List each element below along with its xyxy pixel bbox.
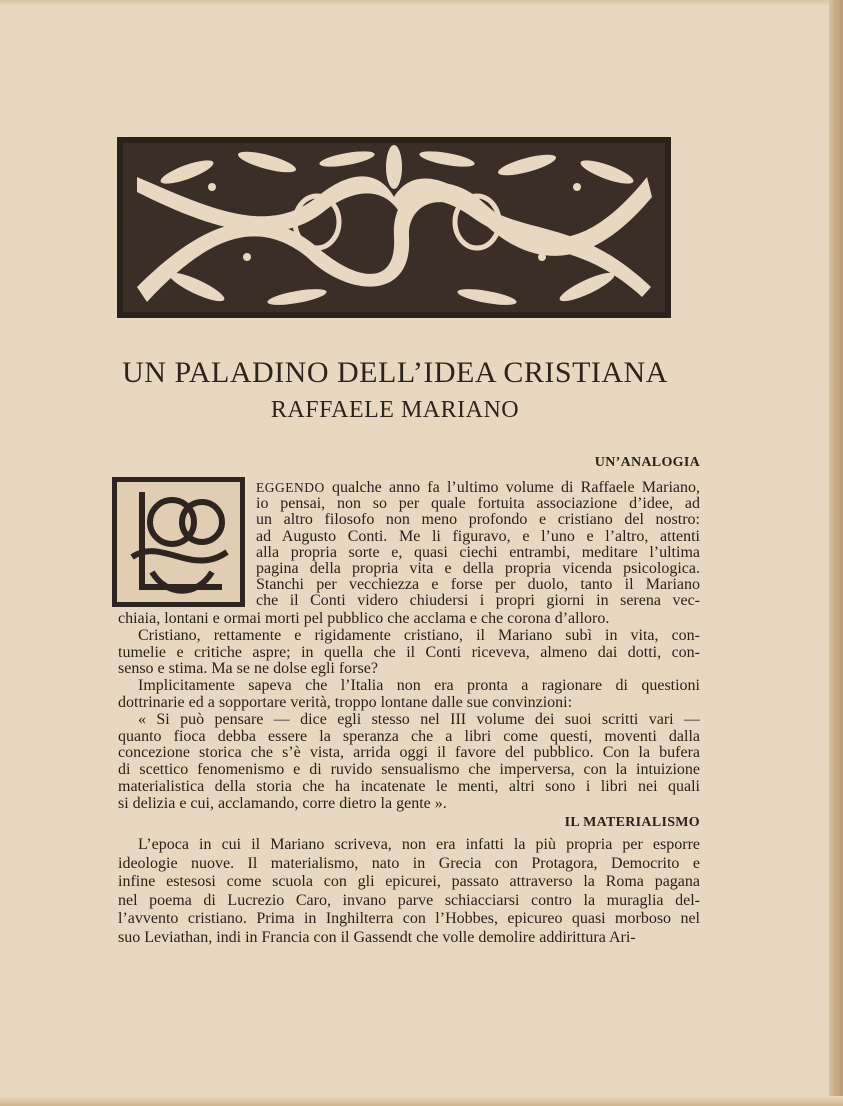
lead-word: EGGENDO [256,480,325,495]
text-line: senso e stima. Ma se ne dolse egli forse? [118,661,378,678]
text-line: un altro filosofo non meno profondo e cristiano del nostro: [256,512,700,529]
text-line: alla propria sorte e, quasi ciechi entrambi, meditare l’ultima [256,544,700,561]
text-line: materialistica della storia che ha incatenate le menti, altri sono i libri nei quali [118,778,700,795]
text-span: qualche anno fa l’ultimo volume di Raffaele Mariano, [324,480,700,496]
text-line: chiaia, lontani e ormai morti pel pubblico che acclama e che corona d’alloro. [118,611,610,627]
text-line: ad Augusto Conti. Me li figuravo, e l’uno e l’altro, attenti [256,528,700,545]
page-edge-right [829,0,843,1106]
article-title: UN PALADINO DELL’IDEA CRISTIANA [122,356,668,389]
decorative-foliage-banner [117,137,671,318]
text-line: Implicitamente sapeva che l’Italia non era pronta a ragionare di questioni [138,678,700,695]
body-text-materialismo [118,836,700,948]
text-line: L’epoca in cui il Mariano scriveva, non era infatti la più propria per esporre [138,836,700,853]
text-line: l’avvento cristiano. Prima in Inghilterra con l’Hobbes, epicureo quasi morboso nel [118,910,700,928]
text-line: concezione storica che s’è vista, arrida oggi il favore del pubblico. Con la bufera [118,745,700,762]
text-line: dottrinarie ed a sopportare verità, troppo lontane dalle sue convinzioni: [118,694,573,711]
text-line: pagina della propria vita e della propria vicenda psicologica. [256,560,700,577]
text-line: quanto fioca debba essere la speranza che a libri come questi, moventi dalla [118,728,700,745]
text-line: di scettico fenomenismo e di ruvido sensualismo che imperversa, con la intuizione [118,762,700,779]
text-line: ideologie nuove. Il materialismo, nato in Grecia con Protagora, Democrito e [118,854,700,872]
text-line: si delizia e cui, acclamando, corre dietro la gente ». [118,795,447,812]
text-line: io pensai, non so per quale fortuita associazione d’idee, ad [256,496,700,513]
body-text [118,611,700,813]
page-edge-top [0,0,843,6]
paragraph-1-indented [256,480,700,610]
text-line: nel poema di Lucrezio Caro, invano parve schiacciarsi contro la muraglia del- [118,891,700,909]
article-subtitle: RAFFAELE MARIANO [270,397,520,423]
section-heading-analogia: UN’ANALOGIA [594,455,700,470]
decorated-drop-cap-initial [112,477,245,607]
section-heading-materialismo: IL MATERIALISMO [564,815,700,830]
text-line: infine estesosi come scuola con gli epicurei, passato attraverso la Roma pagana [118,873,700,891]
text-line: tumelie e critiche aspre; in quella che il Conti riceveva, almeno dai dotti, con- [118,644,700,661]
text-line [256,480,700,496]
text-line: Cristiano, rettamente e rigidamente cristiano, il Mariano subì in vita, con- [138,627,700,644]
text-line: « Si può pensare — dice egli stesso nel III volume dei suoi scritti vari — [138,711,700,728]
page-edge-bottom [0,1096,843,1106]
text-line: suo Leviathan, indi in Francia con il Gassendt che volle demolire addirittura Ari- [118,928,636,946]
text-line: che il Conti videro chiudersi i propri giorni in serena vec- [256,593,700,610]
text-line: Stanchi per vecchiezza e forse per duolo, tanto il Mariano [256,577,700,594]
